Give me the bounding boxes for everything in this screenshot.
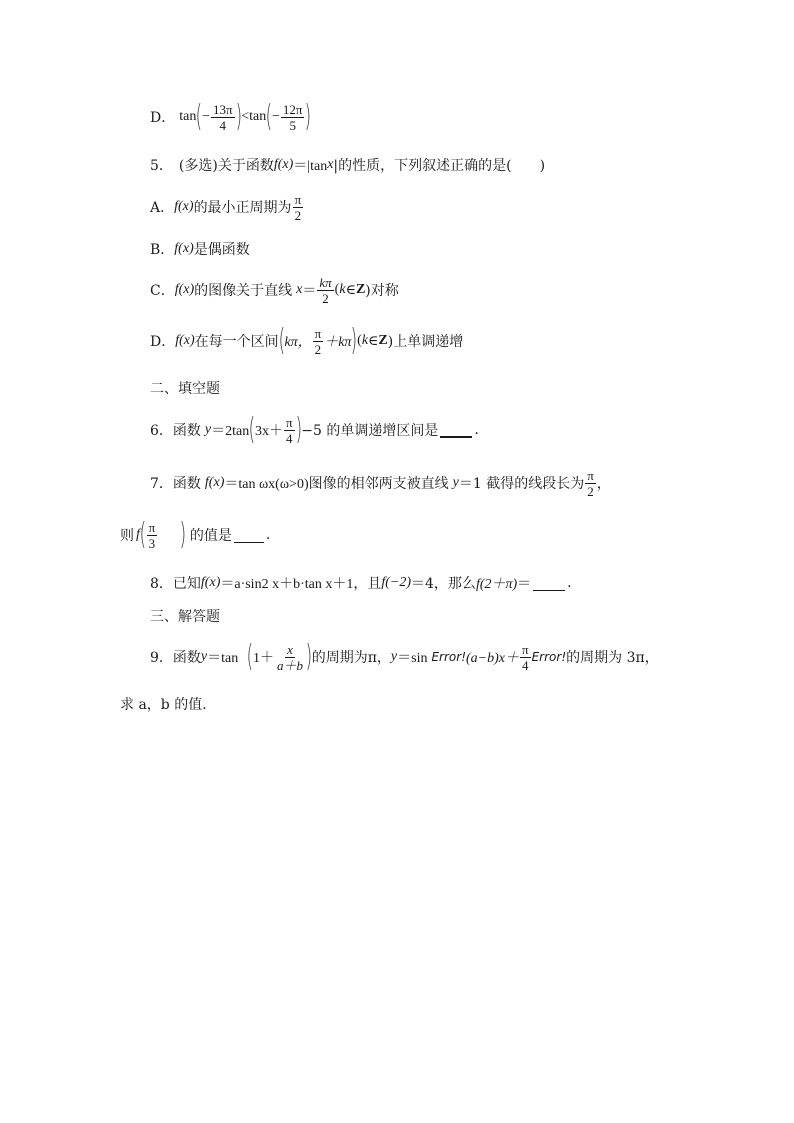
numerator: 13π bbox=[212, 101, 233, 117]
numerator: kπ bbox=[319, 274, 332, 290]
variable-k: k bbox=[361, 333, 369, 348]
option-text: )上单调递增 bbox=[387, 334, 464, 350]
variable-y: y bbox=[452, 475, 459, 490]
q7-line2 bbox=[0, 515, 794, 555]
fraction-pi-4 bbox=[284, 415, 295, 446]
option-text: 是偶函数 bbox=[193, 242, 250, 258]
denominator: 5 bbox=[289, 117, 296, 133]
variable-y: y bbox=[390, 649, 398, 664]
question-text: 函数 bbox=[172, 650, 201, 666]
equation-text: ＝a·sin2 x＋b·tan x＋1，且 bbox=[220, 577, 382, 592]
denominator: 3 bbox=[148, 535, 156, 551]
function-fx: f(x) bbox=[273, 157, 294, 172]
question-number: 6． bbox=[150, 423, 173, 439]
option-text: 的图像关于直线 bbox=[194, 283, 293, 299]
fraction-13pi-4 bbox=[211, 102, 235, 133]
option-label: B． bbox=[150, 242, 175, 258]
fraction-kpi-2 bbox=[317, 275, 333, 306]
equals-sign: ＝ bbox=[517, 577, 532, 592]
fraction-pi-2 bbox=[293, 192, 304, 223]
a-minus-b-x: (a−b)x＋ bbox=[466, 651, 520, 666]
f-2-plus-pi: f(2＋π) bbox=[475, 577, 518, 592]
function-fx: f(x) bbox=[200, 575, 221, 590]
left-paren: ( bbox=[195, 99, 203, 134]
q7-line1 bbox=[0, 463, 794, 503]
period: . bbox=[567, 575, 572, 591]
equation-text: ＝tan ωx(ω>0)图像的相邻两支被直线 bbox=[224, 477, 449, 492]
right-paren: ) bbox=[351, 323, 358, 358]
numerator: π bbox=[294, 191, 302, 207]
equals-sign: ＝ bbox=[302, 284, 317, 299]
f-minus-2: f(−2) bbox=[381, 575, 412, 590]
section-title: 二、填空题 bbox=[150, 381, 220, 397]
numerator: 12π bbox=[282, 101, 303, 117]
question-text: 求 a，b 的值． bbox=[120, 697, 217, 713]
less-than: < bbox=[241, 109, 250, 124]
question-text: 则 bbox=[120, 528, 134, 544]
period: . bbox=[265, 527, 271, 543]
answer-blank[interactable] bbox=[234, 528, 264, 543]
q5-option-c bbox=[0, 270, 794, 310]
comma: ， bbox=[596, 476, 611, 492]
fraction-12pi-5 bbox=[281, 102, 305, 133]
numerator: π bbox=[285, 414, 293, 430]
numerator: x bbox=[287, 641, 293, 657]
stem-text: |的性质，下列叙述正确的是( ) bbox=[333, 158, 546, 174]
paren-open: ( bbox=[357, 333, 362, 348]
left-paren: ( bbox=[246, 639, 254, 674]
question-text: 函数 bbox=[172, 423, 201, 439]
numerator: π bbox=[522, 641, 529, 657]
question-text: 的值是 bbox=[189, 528, 232, 544]
q5-option-d bbox=[0, 321, 794, 361]
equals-tan: ＝tan bbox=[207, 651, 239, 666]
section-answer bbox=[0, 596, 794, 636]
one-plus: 1＋ bbox=[252, 651, 274, 666]
function-fx: f(x) bbox=[174, 199, 194, 214]
variable-k: k bbox=[339, 282, 346, 297]
section-fill-in bbox=[0, 368, 794, 408]
q9-line2 bbox=[0, 684, 794, 724]
right-paren: ) bbox=[179, 517, 187, 552]
error-field: Error! bbox=[531, 650, 567, 664]
question-text: 已知 bbox=[172, 576, 201, 592]
numerator: π bbox=[314, 325, 322, 341]
numerator: π bbox=[148, 519, 156, 535]
q4-option-d bbox=[0, 97, 794, 137]
option-label: D． bbox=[150, 334, 176, 350]
function-fx: f(x) bbox=[175, 333, 195, 348]
q6 bbox=[0, 410, 794, 450]
question-text: 函数 bbox=[172, 476, 201, 492]
question-number: 5． bbox=[150, 158, 173, 174]
answer-blank[interactable] bbox=[440, 422, 472, 438]
option-label: A． bbox=[150, 200, 175, 216]
fraction-pi-3 bbox=[147, 520, 158, 551]
variable-y: y bbox=[200, 649, 208, 664]
function-fx: f(x) bbox=[204, 475, 225, 490]
element-of: ∈ bbox=[345, 282, 356, 298]
question-text: 的周期为π， bbox=[311, 650, 391, 666]
right-paren: ) bbox=[305, 99, 312, 134]
tan-text: tan bbox=[179, 109, 197, 124]
numerator: π bbox=[587, 467, 594, 483]
inner-expr: 3x＋ bbox=[254, 424, 283, 439]
q5-option-b bbox=[0, 229, 794, 269]
question-number: 8． bbox=[150, 576, 173, 592]
fraction-x-over-a-plus-b bbox=[275, 642, 305, 673]
error-field: Error! bbox=[431, 650, 467, 664]
plus-k-pi: ＋kπ bbox=[324, 335, 352, 350]
integer-set: Z bbox=[355, 282, 366, 297]
variable-x: x bbox=[296, 282, 303, 297]
q5-option-a bbox=[0, 187, 794, 227]
question-text: ＝1 截得的线段长为 bbox=[458, 476, 585, 492]
variable-y: y bbox=[204, 422, 212, 437]
question-number: 9． bbox=[150, 650, 173, 666]
option-text: 的最小正周期为 bbox=[193, 200, 292, 216]
period: . bbox=[474, 422, 479, 438]
function-fx: f(x) bbox=[174, 282, 195, 297]
denominator: 2 bbox=[322, 290, 329, 306]
tan-text: tan bbox=[249, 109, 267, 124]
left-paren: ( bbox=[248, 412, 256, 447]
left-paren: ( bbox=[265, 99, 273, 134]
left-paren: ( bbox=[139, 517, 146, 552]
denominator: 4 bbox=[219, 117, 226, 133]
section-title: 三、解答题 bbox=[150, 609, 220, 625]
q9-line1 bbox=[0, 637, 794, 677]
left-paren: ( bbox=[278, 323, 285, 358]
option-label: C． bbox=[150, 283, 175, 299]
function-f: f bbox=[136, 527, 140, 542]
denominator: 4 bbox=[286, 430, 293, 446]
question-number: 7． bbox=[150, 476, 173, 492]
equals-2tan: ＝2tan bbox=[211, 424, 250, 439]
right-paren: ) bbox=[295, 412, 302, 447]
right-paren: ) bbox=[305, 639, 313, 674]
minus-sign: − bbox=[272, 109, 280, 124]
minus-sign: − bbox=[202, 109, 210, 124]
paren-open: ( bbox=[334, 282, 340, 297]
equals-abs-tan: ＝|tan bbox=[293, 159, 328, 174]
function-fx: f(x) bbox=[174, 241, 194, 256]
answer-blank[interactable] bbox=[533, 576, 565, 591]
stem-text: (多选)关于函数 bbox=[178, 158, 274, 174]
element-of: ∈ bbox=[368, 333, 379, 349]
denominator: 2 bbox=[294, 207, 302, 223]
integer-set: Z bbox=[378, 333, 388, 348]
option-text: )对称 bbox=[365, 283, 399, 299]
denominator: 2 bbox=[587, 483, 594, 499]
right-paren: ) bbox=[235, 99, 242, 134]
equals-sin: ＝sin bbox=[397, 651, 428, 666]
q5-stem bbox=[0, 145, 794, 185]
denominator: 4 bbox=[522, 657, 529, 673]
question-text: ＝4，那么 bbox=[411, 576, 476, 592]
k-pi: kπ， bbox=[284, 335, 312, 350]
denominator: 2 bbox=[314, 341, 322, 357]
variable-x: x bbox=[327, 157, 334, 172]
option-text: 在每一个区间 bbox=[194, 334, 279, 350]
denominator: a＋b bbox=[276, 657, 303, 673]
option-label: D． bbox=[150, 110, 176, 126]
question-text: 的周期为 3π， bbox=[566, 650, 659, 666]
fraction-pi-2 bbox=[313, 326, 324, 357]
fraction-pi-2 bbox=[585, 468, 596, 499]
question-text: −5 的单调递增区间是 bbox=[301, 423, 439, 439]
fraction-pi-4 bbox=[520, 642, 531, 673]
